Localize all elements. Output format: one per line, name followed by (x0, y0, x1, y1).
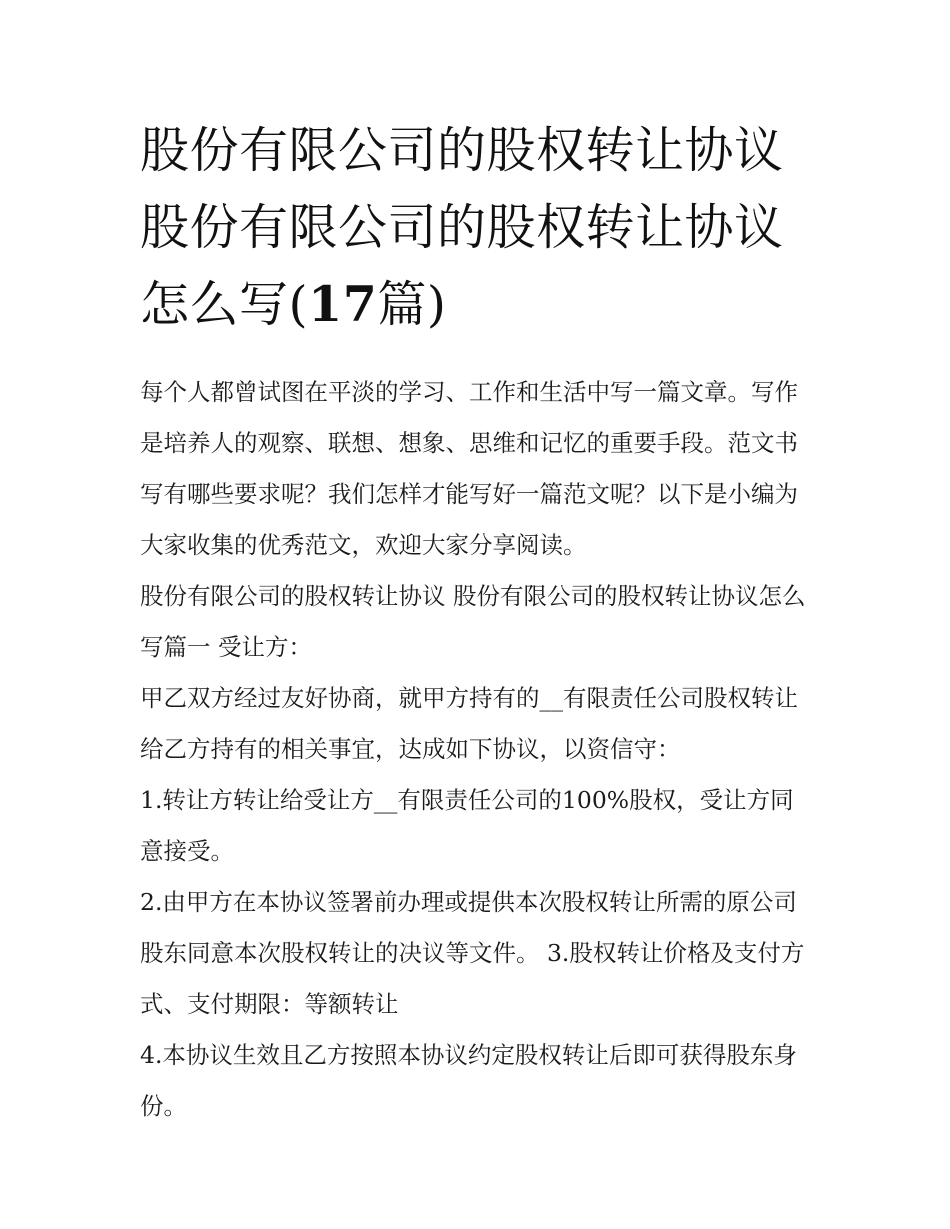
title-count: 17 (308, 275, 378, 333)
clause-1: 1.转让方转让给受让方__有限责任公司的100%股权，受让方同意接受。 (140, 786, 794, 865)
section-heading: 股份有限公司的股权转让协议 股份有限公司的股权转让协议怎么写篇一 受让方： (140, 582, 806, 661)
agreement-preamble: 甲乙双方经过友好协商，就甲方持有的__有限责任公司股权转让给乙方持有的相关事宜，达成如下协议，以资信守： (140, 684, 798, 763)
intro-paragraph: 每个人都曾试图在平淡的学习、工作和生活中写一篇文章。写作是培养人的观察、联想、想象、思维和记忆的重要手段。范文书写有哪些要求呢？我们怎样才能写好一篇范文呢？以下是小编为大家收集的优秀范文，欢迎大家分享阅读。 (140, 378, 798, 559)
clause-4: 4.本协议生效且乙方按照本协议约定股权转让后即可获得股东身份。 (140, 1041, 797, 1120)
document-title: 股份有限公司的股权转让协议 股份有限公司的股权转让协议怎么写(17篇) (140, 122, 784, 333)
document-page (140, 112, 816, 1132)
clause-2-3: 2.由甲方在本协议签署前办理或提供本次股权转让所需的原公司股东同意本次股权转让的决议等文件。 3.股权转让价格及支付方式、支付期限：等额转让 (140, 888, 805, 1018)
